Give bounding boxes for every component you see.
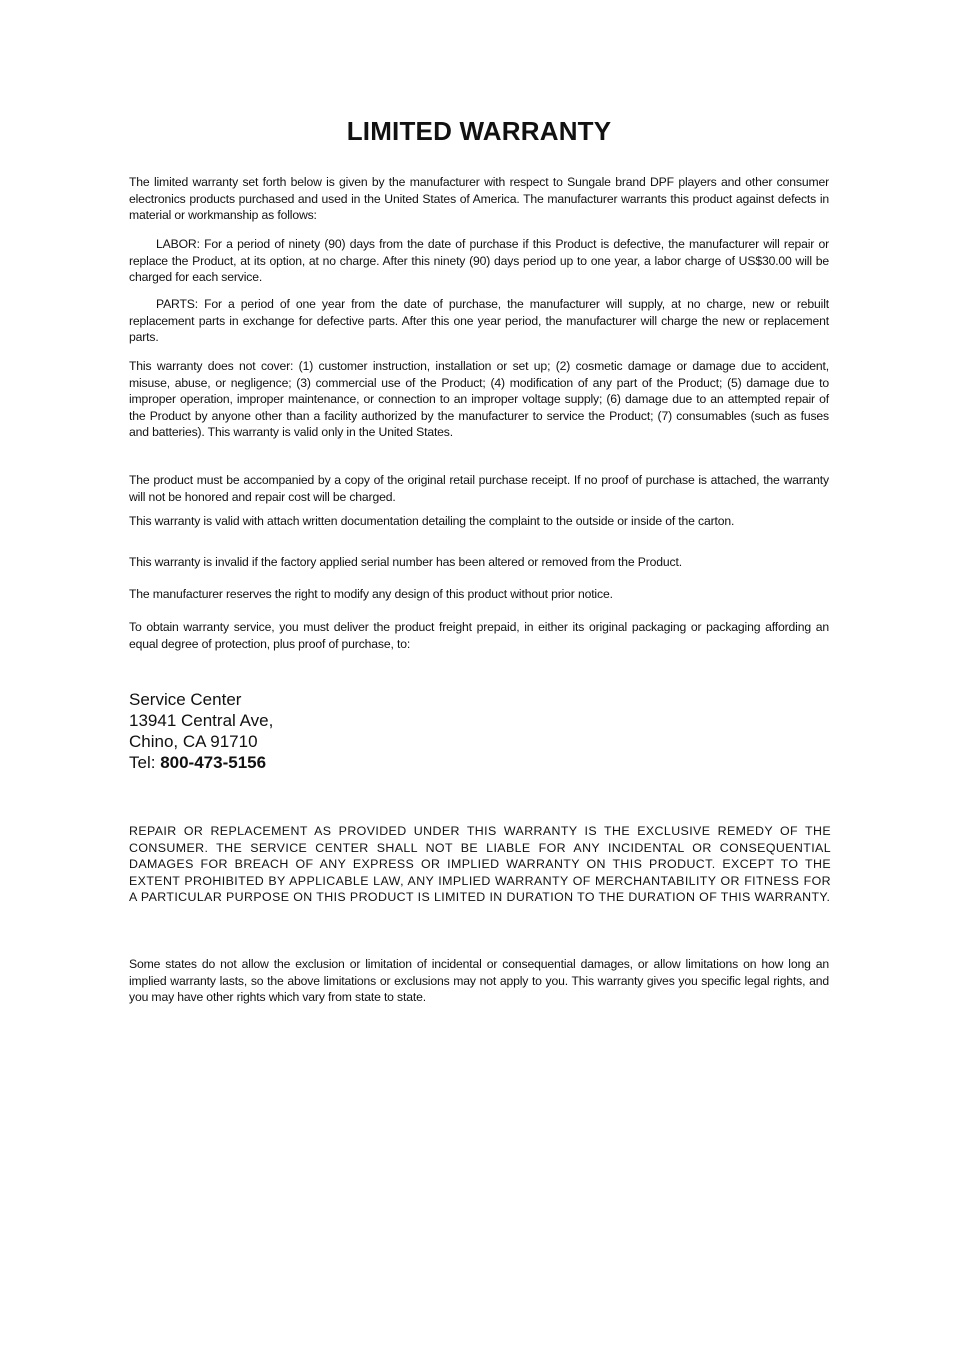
- parts-paragraph: PARTS: For a period of one year from the date of purchase, the manufacturer will supply, at no charge, new or rebuilt replacement parts in exchange for defective parts. After this one year period, the manufacturer will charge the new or replacement parts.: [129, 297, 829, 344]
- address-phone: [129, 752, 273, 773]
- liability-disclaimer: REPAIR OR REPLACEMENT AS PROVIDED UNDER THIS WARRANTY IS THE EXCLUSIVE REMEDY OF THE CONSUMER. THE SERVICE CENTER SHALL NOT BE LIABLE FOR ANY INCIDENTAL OR CONSEQUENTIAL DAMAGES FOR BREACH OF ANY EXPRESS OR IMPLIED WARRANTY ON THIS PRODUCT. EXCEPT TO THE EXTENT PROHIBITED BY APPLICABLE LAW, ANY IMPLIED WARRANTY OF MERCHANTABILITY OR FITNESS FOR A PARTICULAR PURPOSE ON THIS PRODUCT IS LIMITED IN DURATION TO THE DURATION OF THIS WARRANTY.: [129, 824, 831, 904]
- receipt-paragraph: The product must be accompanied by a copy of the original retail purchase receipt. If no proof of purchase is attached, the warranty will not be honored and repair cost will be charged.: [129, 473, 829, 504]
- phone-label: Tel:: [129, 753, 161, 772]
- phone-number: 800-473-5156: [160, 753, 267, 772]
- address-street: 13941 Central Ave,: [129, 711, 274, 730]
- state-rights-paragraph: Some states do not allow the exclusion or limitation of incidental or consequential damages, or allow limitations on how long an implied warranty lasts, so the above limitations or exclusions may not apply to you. This warranty gives you specific legal rights, and you may have other rights which vary from state to state.: [129, 957, 829, 1004]
- service-center-address: [129, 689, 273, 773]
- page-title: LIMITED WARRANTY: [346, 116, 612, 146]
- serial-number-paragraph: This warranty is invalid if the factory applied serial number has been altered or removed from the Product.: [129, 555, 682, 569]
- documentation-paragraph: This warranty is valid with attach written documentation detailing the complaint to the outside or inside of the carton.: [129, 514, 735, 528]
- address-city: Chino, CA 91710: [129, 732, 258, 751]
- address-name: Service Center: [129, 690, 242, 709]
- not-covered-paragraph: This warranty does not cover: (1) customer instruction, installation or set up; (2) cosmetic damage or damage due to accident, misuse, abuse, or negligence; (3) commercial use of the Product; (4) modification of any part of the Product; (5) damage due to improper operation, improper maintenance, or connection to an improper voltage supply; (6) damage due to an attempted repair of the Product by anyone other than a facility authorized by the manufacturer to service the Product; (7) consumables (such as fuses and batteries). This warranty is valid only in the United States.: [129, 359, 829, 439]
- obtain-service-paragraph: To obtain warranty service, you must deliver the product freight prepaid, in either its original packaging or packaging affording an equal degree of protection, plus proof of purchase, to:: [129, 620, 829, 651]
- modify-paragraph: The manufacturer reserves the right to modify any design of this product without prior notice.: [129, 587, 613, 601]
- intro-paragraph: The limited warranty set forth below is given by the manufacturer with respect to Sungale brand DPF players and other consumer electronics products purchased and used in the United States of America. The manufacturer warrants this product against defects in material or workmanship as follows:: [129, 175, 829, 222]
- labor-paragraph: LABOR: For a period of ninety (90) days from the date of purchase if this Product is defective, the manufacturer will repair or replace the Product, at its option, at no charge. After this ninety (90) days period up to one year, a labor charge of US$30.00 will be charged for each service.: [129, 237, 829, 284]
